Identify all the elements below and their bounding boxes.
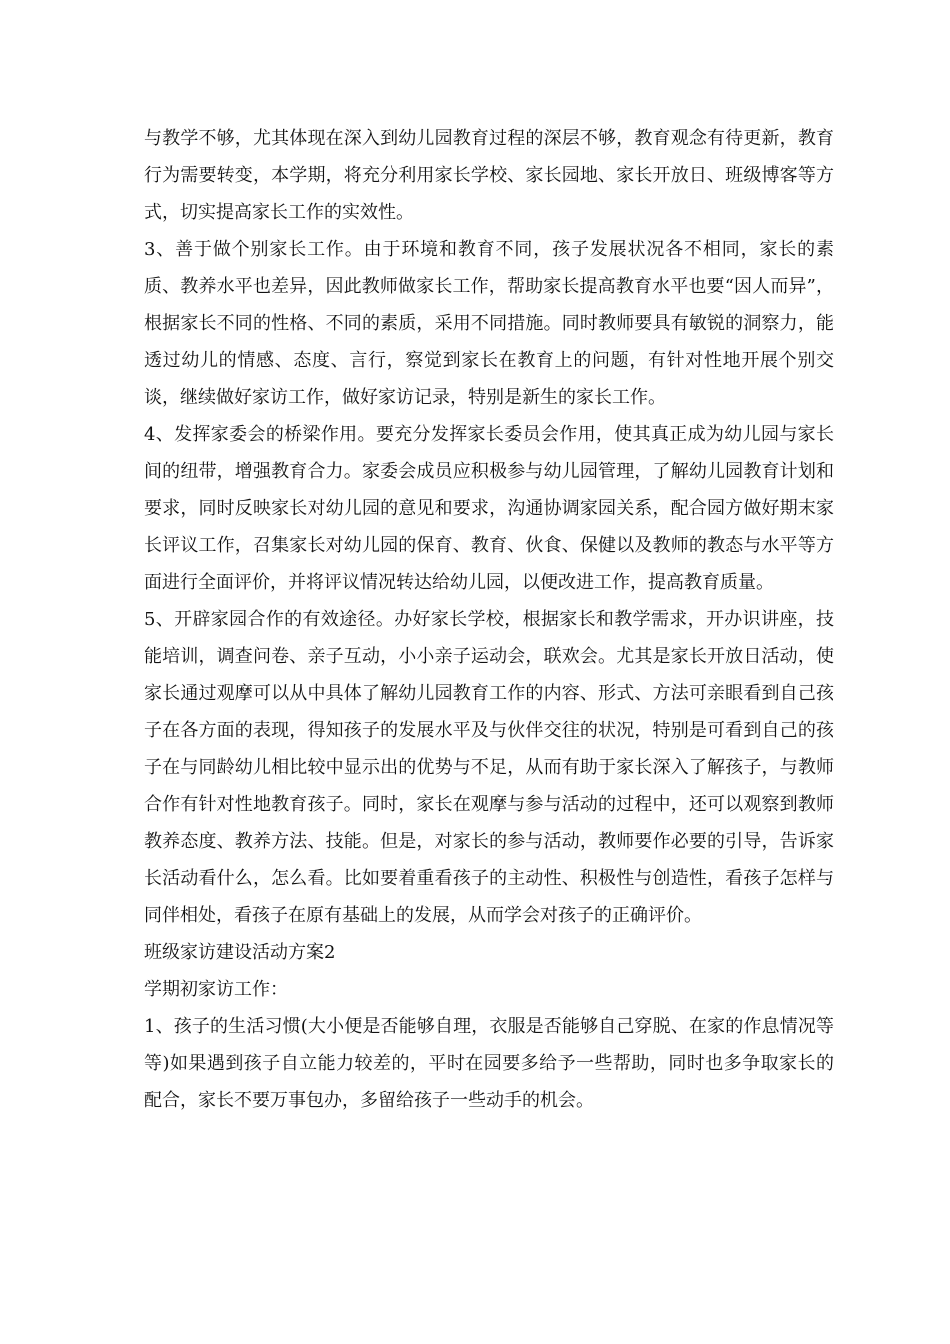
paragraph-item-4: 4、发挥家委会的桥梁作用。要充分发挥家长委员会作用，使其真正成为幼儿园与家长间的纽带，增强教育合力。家委会成员应积极参与幼儿园管理，了解幼儿园教育计划和要求，同时反映家长对幼儿园的意见和要求，沟通协调家园关系，配合园方做好期末家长评议工作，召集家长对幼儿园的保育、教育、伙食、保健以及教师的教态与水平等方面进行全面评价，并将评议情况转达给幼儿园，以便改进工作，提高教育质量。 [144,424,834,593]
document-body [144,120,834,1119]
section-heading: 班级家访建设活动方案2 [144,942,336,963]
paragraph-item-1: 1、孩子的生活习惯(大小便是否能够自理，衣服是否能够自己穿脱、在家的作息情况等等)如果遇到孩子自立能力较差的，平时在园要多给予一些帮助，同时也多争取家长的配合，家长不要万事包办，多留给孩子一些动手的机会。 [144,1016,834,1111]
paragraph-continuation: 与教学不够，尤其体现在深入到幼儿园教育过程的深层不够，教育观念有待更新，教育行为需要转变，本学期，将充分利用家长学校、家长园地、家长开放日、班级博客等方式，切实提高家长工作的实效性。 [144,128,834,223]
subsection-heading: 学期初家访工作： [144,979,288,1000]
paragraph-item-3: 3、善于做个别家长工作。由于环境和教育不同，孩子发展状况各不相同，家长的素质、教养水平也差异，因此教师做家长工作，帮助家长提高教育水平也要“因人而异”，根据家长不同的性格、不同的素质，采用不同措施。同时教师要具有敏锐的洞察力，能透过幼儿的情感、态度、言行，察觉到家长在教育上的问题，有针对性地开展个别交谈，继续做好家访工作，做好家访记录，特别是新生的家长工作。 [144,239,834,408]
paragraph-item-5: 5、开辟家园合作的有效途径。办好家长学校，根据家长和教学需求，开办识讲座，技能培训，调查问卷、亲子互动，小小亲子运动会，联欢会。尤其是家长开放日活动，使家长通过观摩可以从中具体了解幼儿园教育工作的内容、形式、方法可亲眼看到自己孩子在各方面的表现，得知孩子的发展水平及与伙伴交往的状况，特别是可看到自己的孩子在与同龄幼儿相比较中显示出的优势与不足，从而有助于家长深入了解孩子，与教师合作有针对性地教育孩子。同时，家长在观摩与参与活动的过程中，还可以观察到教师教养态度、教养方法、技能。但是，对家长的参与活动，教师要作必要的引导，告诉家长活动看什么，怎么看。比如要着重看孩子的主动性、积极性与创造性，看孩子怎样与同伴相处，看孩子在原有基础上的发展，从而学会对孩子的正确评价。 [144,609,834,926]
